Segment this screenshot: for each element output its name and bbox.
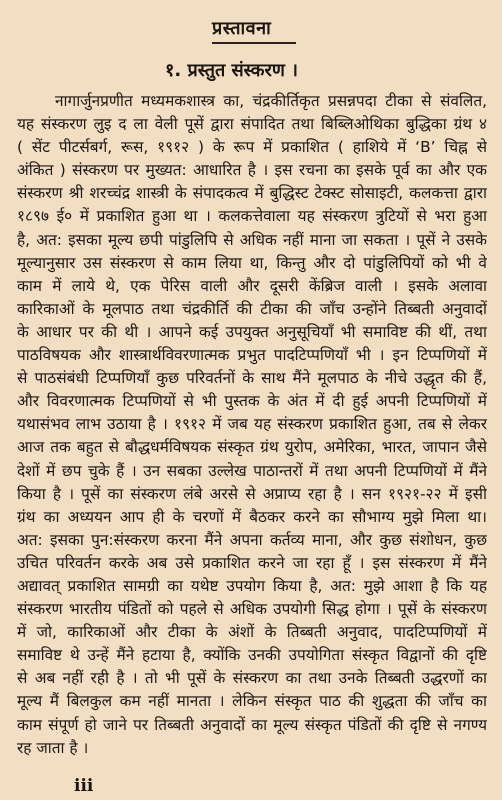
text-line: अद्यावत् प्रकाशित सामग्री का यथेष्ट उपयोग किया है, अत: मुझे आशा है कि यह (17, 576, 487, 595)
text-line: अत: इसका पुन:संस्करण करना मैंने अपना कर्तव्य माना, और कुछ संशोधन, कुछ (17, 530, 487, 549)
text-line: देशों में छप चुके हैं । उन सबका उल्लेख पाठान्तरों में तथा अपनी टिप्पणियों में मैंने (17, 461, 487, 480)
text-line: में जो, कारिकाओं और टीका के अंशों के तिब्बती अनुवाद, पादटिप्पणियों में (17, 623, 487, 642)
text-line: से पाठसंबंधी टिप्पणियाँ कुछ परिवर्तनों के साथ मैंने मूलपाठ के नीचे उद्धृत की हैं, (17, 369, 487, 388)
text-line: किया है । पूसें का संस्करण लंबे अरसे से अप्राप्य रहा है । सन १९२१-२२ में इसी (17, 484, 487, 503)
body-paragraph (17, 90, 487, 760)
text-line: कारिकाओं के मूलपाठ तथा चंद्रकीर्ति की टीका की जाँच उन्होंने तिब्बती अनुवादों (17, 299, 487, 318)
text-line: ग्रंथ का अध्ययन आप ही के चरणों में बैठकर करने का सौभाग्य मुझे मिला था। (17, 507, 487, 526)
section-title: प्रस्तावना (212, 18, 272, 39)
subsection-title: १. प्रस्तुत संस्करण । (165, 60, 298, 81)
page-number: iii (74, 776, 94, 796)
text-line: यह संस्करण लुइ द ला वेली पूसें द्वारा संपादित तथा बिब्लिओथिका बुद्धिका ग्रंथ ४ (17, 115, 487, 134)
text-line: संस्करण श्री शरच्चंद्र शास्त्री के संपादकत्व में बुद्धिस्ट टेक्स्ट सोसाइटी, कलकत्ता द्वारा (17, 184, 487, 203)
text-line: रह जाता है । (17, 738, 89, 757)
text-line: है, अत: इसका मूल्य छपी पांडुलिपि से अधिक नहीं माना जा सकता । पूसें ने उसके (17, 230, 487, 249)
text-line: अंकित ) संस्करण पर मुख्यत: आधारित है । इस रचना का इसके पूर्व का और एक (17, 161, 487, 180)
text-line: काम संपूर्ण हो जाने पर तिब्बती अनुवादों का मूल्य संस्कृत पंडितों की दृष्टि से नगण्य (17, 715, 487, 734)
text-line: उचित परिवर्तन करके अब उसे प्रकाशित करने जा रहा हूँ । इस संस्करण में मैंने (17, 553, 487, 572)
text-line: पाठविषयक और शास्त्रार्थविवरणात्मक प्रभुत पादटिप्पणियाँ भी । इन टिप्पणियों में (17, 346, 487, 365)
text-line: १८९७ ई० में प्रकाशित हुआ था । कलकत्तेवाला यह संस्करण त्रुटियों से भरा हुआ (17, 207, 487, 226)
title-underline (212, 42, 296, 44)
text-line: आज तक बहुत से बौद्धधर्मविषयक संस्कृत ग्रंथ युरोप, अमेरिका, भारत, जापान जैसे (17, 438, 487, 457)
text-line: मूल्य मैं बिलकुल कम नहीं मानता । लेकिन संस्कृत पाठ की शुद्धता की जाँच का (17, 692, 487, 711)
text-line: मूल्यानुसार उस संस्करण से काम लिया था, किन्तु और दो पांडुलिपियों को भी वे (17, 253, 487, 272)
text-line: समाविष्ट थे उन्हें मैंने हटाया है, क्योंकि उनकी उपयोगिता संस्कृत विद्वानों की दृष्टि (17, 646, 487, 665)
text-line: के आधार पर की थी । आपने कई उपयुक्त अनुसूचियाँ भी समाविष्ट की थीं, तथा (17, 322, 487, 341)
text-line: संस्करण भारतीय पंडितों को पहले से अधिक उपयोगी सिद्ध होगा । पूसें के संस्करण (17, 600, 487, 619)
text-line: ( सेंट पीटर्सबर्ग, रूस, १९१२ ) के रूप में प्रकाशित ( हाशिये में ‘B’ चिह्न से (17, 138, 487, 157)
text-line: से अब नहीं रही है । तो भी पूसें के संस्करण का तथा उनके तिब्बती उद्धरणों का (17, 669, 487, 688)
text-line: यथासंभव लाभ उठाया है । १९१२ में जब यह संस्करण प्रकाशित हुआ, तब से लेकर (17, 415, 487, 434)
text-line: काम में लाये थे, एक पेरिस वाली और दूसरी केंब्रिज वाली । इसके अलावा (17, 276, 487, 295)
text-line: और विवरणात्मक टिप्पणियों से भी पुस्तक के अंत में दी हुई अपनी टिप्पणियों में (17, 392, 487, 411)
text-line: नागार्जुनप्रणीत मध्यमकशास्त्र का, चंद्रकीर्तिकृत प्रसन्नपदा टीका से संवलित, (55, 92, 487, 110)
